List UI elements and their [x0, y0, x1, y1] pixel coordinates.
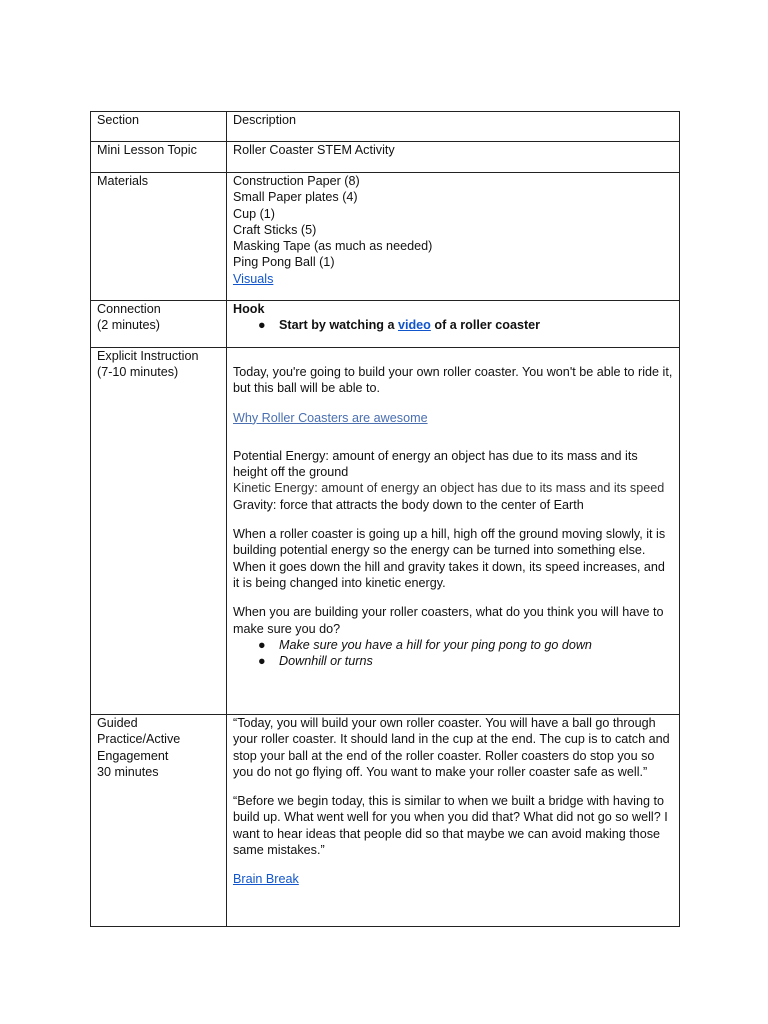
intro-text: Today, you're going to build your own roller coaster. You won't be able to ride it, but this ball will be able to. [233, 365, 673, 396]
guided-row [91, 715, 680, 927]
topic-row [91, 142, 680, 173]
bullet-icon: ● [258, 654, 266, 669]
description-header: Description [227, 112, 680, 142]
materials-row [91, 173, 680, 301]
guided-cell [227, 715, 680, 927]
explicit-cell [227, 348, 680, 715]
gravity-text: Gravity: force that attracts the body down to the center of Earth [233, 497, 584, 512]
material-item: Ping Pong Ball (1) [233, 255, 335, 270]
connection-label-line: Connection [97, 302, 161, 316]
hook-bullet [258, 317, 673, 333]
list-item [258, 637, 673, 653]
material-item: Masking Tape (as much as needed) [233, 239, 433, 254]
guided-label [91, 715, 227, 927]
question-text: When you are building your roller coasters, what do you think you will have to make sure you do? [233, 605, 664, 636]
guided-label-line: Guided [97, 716, 138, 730]
explicit-label-line: (7-10 minutes) [97, 365, 179, 380]
section-header: Section [91, 112, 227, 142]
hook-heading: Hook [233, 302, 265, 316]
explicit-label [91, 348, 227, 715]
explicit-row [91, 348, 680, 715]
guided-label-line: 30 minutes [97, 764, 159, 779]
potential-energy-text: Potential Energy: amount of energy an object has due to its mass and its height off the ground [233, 448, 638, 480]
bullet-icon: ● [258, 637, 266, 652]
bullet-icon: ● [258, 318, 266, 333]
list-item [258, 653, 673, 669]
why-roller-coasters-link[interactable]: Why Roller Coasters are awesome [233, 410, 428, 425]
explicit-label-line: Explicit Instruction [97, 349, 199, 363]
materials-label: Materials [91, 173, 227, 301]
guided-label-line: Practice/Active [97, 732, 181, 747]
guided-label-line: Engagement [97, 748, 169, 763]
material-item: Construction Paper (8) [233, 174, 360, 188]
hook-text: Start by watching a [279, 318, 398, 333]
connection-label [91, 301, 227, 348]
topic-value: Roller Coaster STEM Activity [227, 142, 680, 173]
hook-list [233, 317, 673, 333]
kinetic-energy-text: Kinetic Energy: amount of energy an object has due to its mass and its speed [233, 481, 665, 496]
brain-break-link[interactable]: Brain Break [233, 872, 299, 887]
explicit-list [233, 637, 673, 670]
video-link[interactable]: video [397, 318, 431, 333]
material-item: Cup (1) [233, 206, 275, 221]
connection-label-line: (2 minutes) [97, 318, 160, 333]
connection-row [91, 301, 680, 348]
energy-paragraph: When a roller coaster is going up a hill, high off the ground moving slowly, it is building potential energy so the energy can be turned into something else. When it goes down the hill and gravity takes it down, its speed increases, and it is being changed into kinetic energy. [233, 527, 666, 590]
hook-text: of a roller coaster [430, 318, 541, 333]
topic-label: Mini Lesson Topic [91, 142, 227, 173]
connection-cell [227, 301, 680, 348]
lesson-plan-table [90, 111, 680, 927]
guided-paragraph-2: “Before we begin today, this is similar to when we built a bridge with having to build up. What went well for you when you did that? What did not go so well? I want to hear ideas that people did so that maybe we can avoid making those same mistakes.” [233, 794, 668, 858]
material-item: Craft Sticks (5) [233, 222, 317, 237]
header-row [91, 112, 680, 142]
guided-paragraph-1: “Today, you will build your own roller coaster. You will have a ball go through your roller coaster. It should land in the cup at the end. The cup is to catch and stop your ball at the end of the roller coaster. Roller coasters do stop you so you do not go flying off. You want to make your roller coaster safe as well.” [233, 716, 670, 779]
list-item-text: Downhill or turns [279, 654, 373, 669]
materials-cell [227, 173, 680, 301]
list-item-text: Make sure you have a hill for your ping pong to go down [279, 637, 592, 652]
material-item: Small Paper plates (4) [233, 190, 358, 205]
visuals-link[interactable]: Visuals [233, 271, 274, 286]
